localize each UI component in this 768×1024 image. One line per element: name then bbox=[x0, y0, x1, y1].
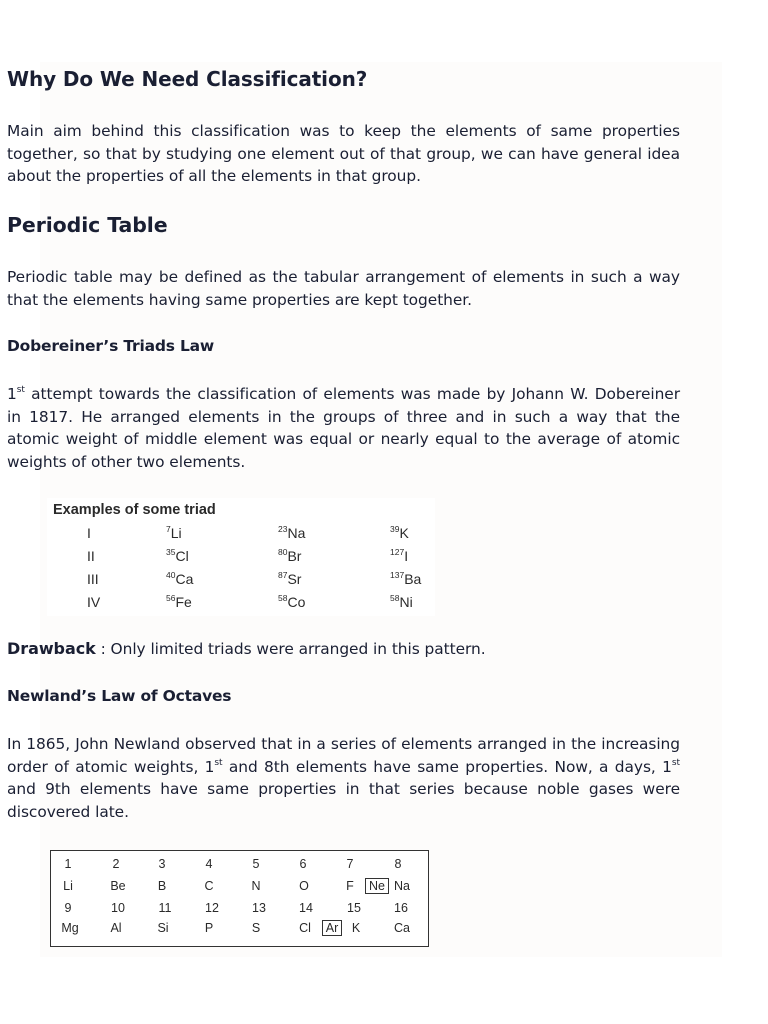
octave-cell: 5 bbox=[252, 857, 260, 871]
octave-cell: 10 bbox=[111, 901, 125, 915]
octave-cell: 14 bbox=[299, 901, 313, 915]
section-heading-periodic-table: Periodic Table bbox=[7, 213, 168, 237]
octave-cell: 6 bbox=[299, 857, 307, 871]
triad-element: $^{23}$Na bbox=[278, 524, 306, 541]
octave-cell: K bbox=[351, 921, 361, 935]
octave-cell: N bbox=[251, 879, 261, 893]
triad-table-title: Examples of some triad bbox=[53, 502, 216, 518]
subheading-newland: Newland’s Law of Octaves bbox=[7, 687, 232, 705]
triad-element: $^{39}$K bbox=[390, 524, 409, 541]
octave-cell: P bbox=[204, 921, 214, 935]
octave-cell: Mg bbox=[61, 921, 79, 935]
triad-element: $^{58}$Ni bbox=[390, 593, 413, 610]
octave-cell: Li bbox=[63, 879, 73, 893]
drawback-label: Drawback bbox=[7, 639, 96, 658]
octave-cell: Al bbox=[110, 921, 122, 935]
octave-cell: 1 bbox=[64, 857, 72, 871]
paragraph-dobereiner bbox=[7, 383, 680, 473]
octave-cell: Ca bbox=[394, 921, 410, 935]
triad-element: $^{40}$Ca bbox=[166, 570, 194, 587]
paragraph-classification: Main aim behind this classification was to keep the elements of same properties together, so that by studying one element out of that group, we can have general idea about the properties of all the elements in that group. bbox=[7, 122, 680, 186]
triad-element: $^{58}$Co bbox=[278, 593, 306, 610]
drawback-text: : Only limited triads were arranged in this pattern. bbox=[95, 640, 486, 658]
ordinal-suffix: st bbox=[214, 757, 223, 768]
paragraph-drawback bbox=[7, 638, 680, 661]
octave-cell: S bbox=[251, 921, 261, 935]
paragraph-periodic-table: Periodic table may be defined as the tabular arrangement of elements in such a way that the elements having same properties are kept together. bbox=[7, 268, 680, 309]
triad-row-number: II bbox=[87, 548, 95, 564]
triad-element: $^{137}$Ba bbox=[390, 570, 422, 587]
ordinal-suffix: st bbox=[16, 385, 25, 395]
octave-cell: Cl bbox=[299, 921, 311, 935]
octave-cell: 8 bbox=[394, 857, 402, 871]
section-heading-classification: Why Do We Need Classification? bbox=[7, 67, 368, 91]
octave-cell: Na bbox=[394, 879, 410, 893]
octave-cell: 9 bbox=[64, 901, 72, 915]
paragraph-dobereiner-text: attempt towards the classification of elements was made by Johann W. Dobereiner in 1817. He arranged elements in the groups of three and in such a way that the atomic weight of middle element was equal or nearly equal to the average of atomic weights of other two elements. bbox=[7, 385, 680, 471]
triad-element: $^{35}$Cl bbox=[166, 547, 189, 564]
octave-cell: Si bbox=[157, 921, 169, 935]
triad-element: $^7$Li bbox=[166, 524, 182, 541]
triad-element: $^{56}$Fe bbox=[166, 593, 192, 610]
ordinal-number: 1 bbox=[7, 385, 17, 403]
octave-cell: 3 bbox=[158, 857, 166, 871]
subheading-dobereiner: Dobereiner’s Triads Law bbox=[7, 337, 215, 355]
triad-element: $^{127}$I bbox=[390, 547, 409, 564]
octave-cell: 16 bbox=[394, 901, 408, 915]
octave-cell-highlighted: Ne bbox=[362, 879, 392, 893]
paragraph-newland: In 1865, John Newland observed that in a series of elements arranged in the increasing order of atomic weights, 1st and 8th elements have same properties. Now, a days, 1st and 9th elements have same properties in that series because noble gases were discovered late. bbox=[7, 735, 680, 821]
triad-element: $^{80}$Br bbox=[278, 547, 302, 564]
octave-cell: F bbox=[346, 879, 354, 893]
triad-row-number: IV bbox=[87, 594, 101, 610]
octave-cell: 2 bbox=[112, 857, 120, 871]
octave-cell: 4 bbox=[205, 857, 213, 871]
triad-examples-figure bbox=[47, 498, 435, 616]
octave-cell: 13 bbox=[252, 901, 266, 915]
octave-cell: Be bbox=[110, 879, 126, 893]
octave-cell-highlighted: Ar bbox=[317, 921, 347, 935]
octave-cell: 11 bbox=[158, 901, 172, 915]
triad-row-number: I bbox=[87, 525, 91, 541]
octave-cell: 15 bbox=[347, 901, 361, 915]
octave-cell: O bbox=[299, 879, 309, 893]
triad-element: $^{87}$Sr bbox=[278, 570, 302, 587]
octave-table-figure bbox=[50, 850, 429, 947]
triad-row-number: III bbox=[87, 571, 99, 587]
octave-cell: C bbox=[204, 879, 214, 893]
octave-cell: 12 bbox=[205, 901, 219, 915]
ordinal-suffix: st bbox=[671, 757, 680, 768]
octave-cell: B bbox=[157, 879, 167, 893]
octave-cell: 7 bbox=[346, 857, 354, 871]
